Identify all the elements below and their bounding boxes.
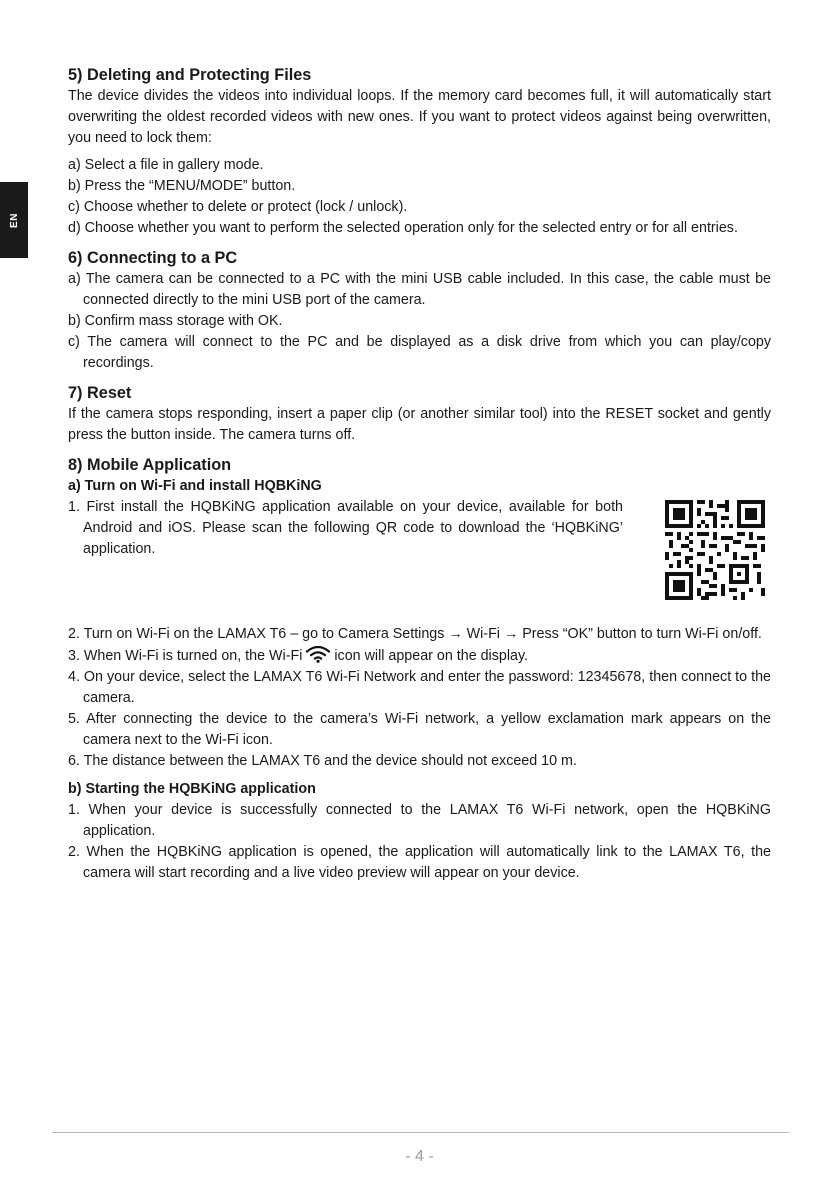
footer-divider: [52, 1132, 789, 1133]
list-item: 1. First install the HQBKiNG application available on your device, available for both Android and iOS. Please scan the following QR code to download the ‘HQBKiNG’ application.: [68, 499, 623, 557]
list-item: a) The camera can be connected to a PC with the mini USB cable included. In this case, the cable must be connected directly to the mini USB port of the camera.: [68, 271, 771, 308]
section-heading: 7) Reset: [68, 384, 132, 402]
qr-row: [68, 497, 771, 600]
steps-list: [68, 155, 771, 239]
list-item-text: 3. When Wi-Fi is turned on, the Wi-Fi: [68, 648, 303, 664]
list-item: c) The camera will connect to the PC and be displayed as a disk drive from which you can play/copy recordings.: [68, 334, 771, 371]
steps-list: [68, 269, 771, 374]
page-number: - 4 -: [405, 1148, 434, 1165]
subheading-wifi-install: a) Turn on Wi-Fi and install HQBKiNG: [68, 478, 322, 494]
section-heading: 8) Mobile Application: [68, 456, 232, 474]
steps-list: [68, 497, 623, 560]
list-item: 2. Turn on Wi-Fi on the LAMAX T6 – go to Camera Settings → Wi-Fi → Press “OK” button to turn Wi-Fi on/off.: [68, 626, 762, 642]
list-item: c) Choose whether to delete or protect (lock / unlock).: [68, 199, 408, 215]
wifi-icon: [305, 645, 331, 663]
language-tab: [0, 182, 28, 258]
section-reset: [68, 382, 771, 446]
language-label: EN: [8, 212, 20, 228]
qr-code-icon: [665, 500, 765, 600]
list-item-wifi: [68, 645, 771, 667]
steps-list: [68, 800, 771, 884]
steps-list: [68, 624, 771, 772]
section-paragraph: If the camera stops responding, insert a paper clip (or another similar tool) into the RESET socket and gently press the button inside. The camera turns off.: [68, 406, 771, 443]
list-item: d) Choose whether you want to perform the selected operation only for the selected entry or for all entries.: [68, 220, 738, 236]
section-deleting: [68, 64, 771, 239]
list-item: 2. When the HQBKiNG application is opened, the application will automatically link to the LAMAX T6, the camera will start recording and a live video preview will appear on your device.: [68, 844, 771, 881]
list-item: b) Press the “MENU/MODE” button.: [68, 178, 296, 194]
list-item: 6. The distance between the LAMAX T6 and the device should not exceed 10 m.: [68, 753, 577, 769]
page-content: [68, 64, 771, 892]
list-item: 5. After connecting the device to the camera’s Wi-Fi network, a yellow exclamation mark appears on the camera next to the Wi-Fi icon.: [68, 711, 771, 748]
section-pc: [68, 247, 771, 374]
subheading-start-app: b) Starting the HQBKiNG application: [68, 781, 316, 797]
list-item: a) Select a file in gallery mode.: [68, 157, 264, 173]
section-mobile: [68, 454, 771, 884]
list-item: b) Confirm mass storage with OK.: [68, 313, 283, 329]
list-item: 1. When your device is successfully connected to the LAMAX T6 Wi-Fi network, open the HQBKiNG application.: [68, 802, 771, 839]
list-item: 4. On your device, select the LAMAX T6 Wi-Fi Network and enter the password: 12345678, then connect to the camera.: [68, 669, 771, 706]
section-paragraph: The device divides the videos into individual loops. If the memory card becomes full, it will automatically start overwriting the oldest recorded videos with new ones. If you want to protect videos against being overwritten, you need to lock them:: [68, 88, 771, 146]
section-heading: 6) Connecting to a PC: [68, 249, 238, 267]
list-item-text: icon will appear on the display.: [334, 648, 529, 664]
section-heading: 5) Deleting and Protecting Files: [68, 66, 312, 84]
